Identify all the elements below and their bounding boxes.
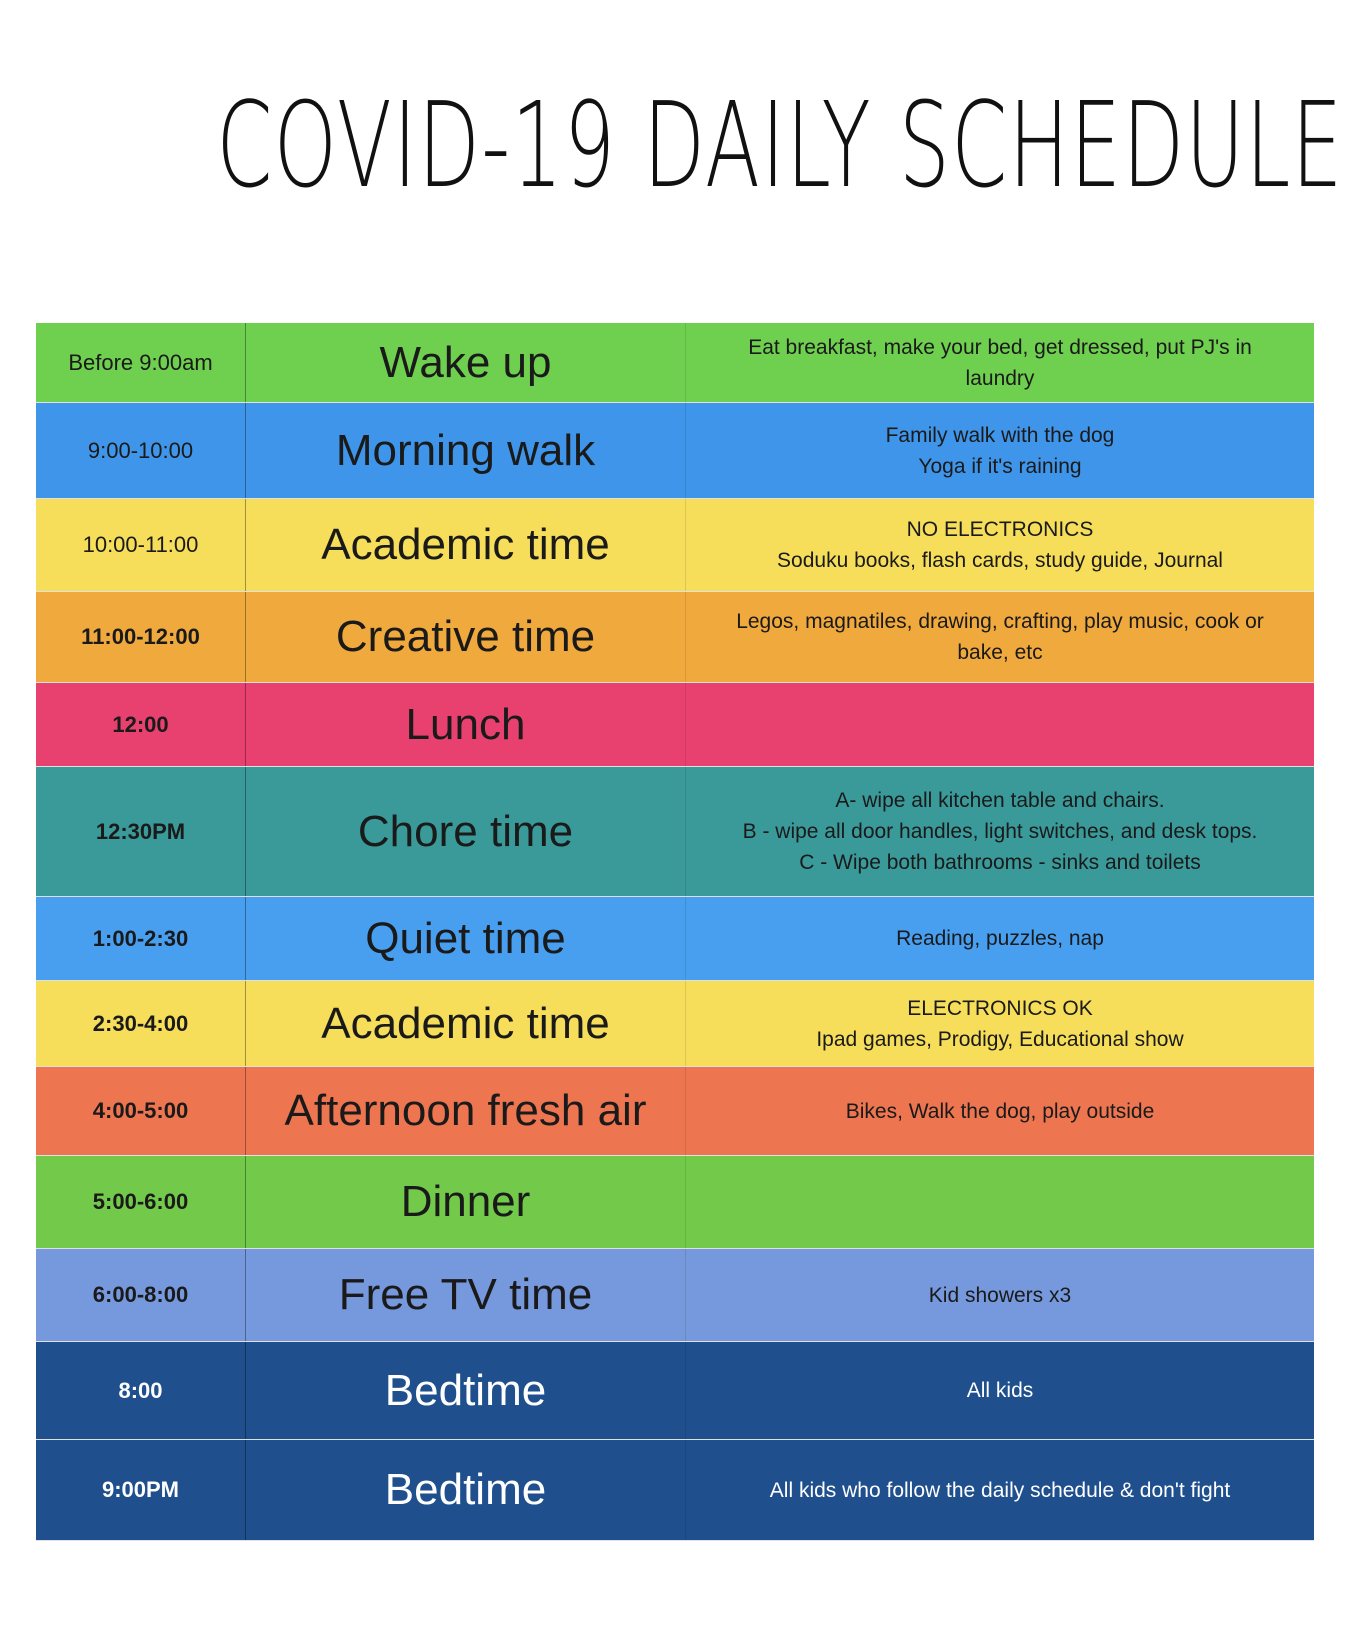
note-line: Yoga if it's raining	[918, 454, 1082, 478]
note-line: Family walk with the dog	[885, 423, 1115, 447]
note-line: Legos, magnatiles, drawing, crafting, play music, cook or	[736, 610, 1264, 633]
activity-cell: Afternoon fresh air	[246, 1067, 686, 1155]
note-line: Soduku books, flash cards, study guide, Journal	[777, 549, 1223, 572]
note-line: B - wipe all door handles, light switches, and desk tops.	[742, 820, 1258, 843]
schedule-row	[36, 897, 1314, 981]
notes-cell	[686, 767, 1314, 896]
time-cell: 12:30PM	[36, 767, 246, 896]
page-title: COVID-19 DAILY SCHEDULE	[216, 76, 1344, 214]
notes-cell	[686, 1067, 1314, 1155]
notes-cell	[686, 323, 1314, 402]
schedule-table	[36, 323, 1314, 1601]
notes-cell	[686, 897, 1314, 980]
note-line: bake, etc	[957, 641, 1043, 664]
notes-cell	[686, 592, 1314, 682]
time-cell: 8:00	[36, 1342, 246, 1439]
time-cell: Before 9:00am	[36, 323, 246, 402]
activity-cell: Creative time	[246, 592, 686, 682]
time-cell: 9:00-10:00	[36, 403, 246, 498]
note-line: All kids	[966, 1379, 1034, 1402]
notes-cell	[686, 499, 1314, 591]
note-line: Reading, puzzles, nap	[896, 927, 1104, 950]
activity-cell: Dinner	[246, 1156, 686, 1248]
note-line: Bikes, Walk the dog, play outside	[845, 1099, 1155, 1123]
activity-cell: Chore time	[246, 767, 686, 896]
schedule-row	[36, 1156, 1314, 1249]
note-line: Ipad games, Prodigy, Educational show	[816, 1027, 1184, 1051]
schedule-row	[36, 1342, 1314, 1440]
notes-cell	[686, 1440, 1314, 1540]
schedule-row	[36, 592, 1314, 683]
schedule-row	[36, 981, 1314, 1067]
note-line: Kid showers x3	[928, 1283, 1072, 1307]
note-line: Eat breakfast, make your bed, get dressed, put PJ's in	[748, 335, 1252, 359]
schedule-row	[36, 323, 1314, 403]
time-cell: 1:00-2:30	[36, 897, 246, 980]
time-cell: 9:00PM	[36, 1440, 246, 1540]
note-line: All kids who follow the daily schedule & don't fight	[769, 1478, 1231, 1502]
note-line: C - Wipe both bathrooms - sinks and toilets	[799, 851, 1201, 874]
activity-cell: Wake up	[246, 323, 686, 402]
time-cell: 11:00-12:00	[36, 592, 246, 682]
time-cell: 2:30-4:00	[36, 981, 246, 1066]
notes-cell	[686, 683, 1314, 766]
note-line: ELECTRONICS OK	[907, 996, 1093, 1020]
schedule-row	[36, 499, 1314, 592]
schedule-row	[36, 767, 1314, 897]
note-line: A- wipe all kitchen table and chairs.	[835, 789, 1165, 812]
schedule-row	[36, 683, 1314, 767]
note-line: laundry	[965, 366, 1035, 390]
activity-cell: Lunch	[246, 683, 686, 766]
notes-cell	[686, 981, 1314, 1066]
activity-cell: Free TV time	[246, 1249, 686, 1341]
notes-cell	[686, 403, 1314, 498]
schedule-row	[36, 403, 1314, 499]
schedule-row	[36, 1067, 1314, 1156]
time-cell: 6:00-8:00	[36, 1249, 246, 1341]
time-cell: 4:00-5:00	[36, 1067, 246, 1155]
activity-cell: Quiet time	[246, 897, 686, 980]
activity-cell: Bedtime	[246, 1440, 686, 1540]
activity-cell: Bedtime	[246, 1342, 686, 1439]
time-cell: 12:00	[36, 683, 246, 766]
time-cell: 10:00-11:00	[36, 499, 246, 591]
activity-cell: Academic time	[246, 981, 686, 1066]
schedule-row	[36, 1249, 1314, 1342]
notes-cell	[686, 1156, 1314, 1248]
note-line: NO ELECTRONICS	[906, 518, 1094, 541]
activity-cell: Academic time	[246, 499, 686, 591]
activity-cell: Morning walk	[246, 403, 686, 498]
notes-cell	[686, 1342, 1314, 1439]
notes-cell	[686, 1249, 1314, 1341]
time-cell: 5:00-6:00	[36, 1156, 246, 1248]
schedule-row	[36, 1440, 1314, 1541]
